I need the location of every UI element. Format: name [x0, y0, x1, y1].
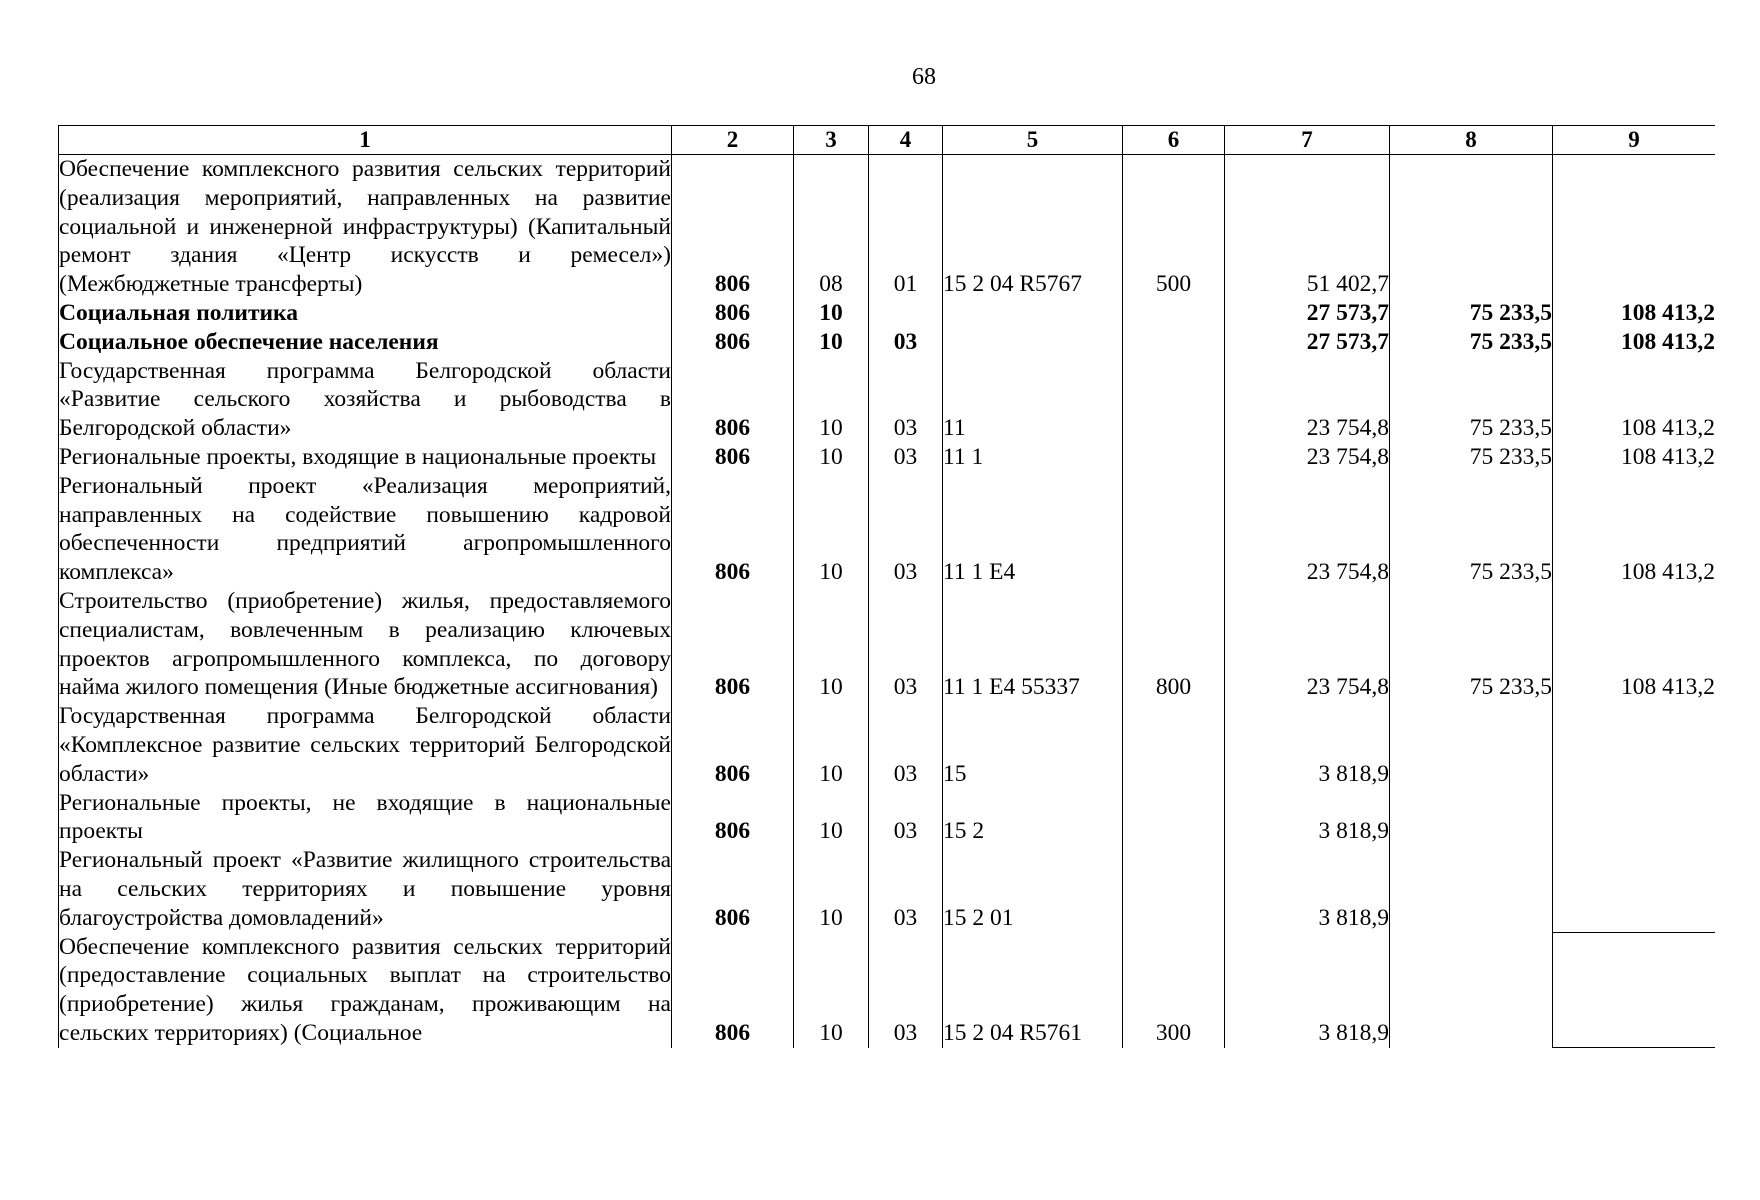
row-amount-8	[1390, 933, 1553, 1048]
row-code-5: 15 2 01	[943, 846, 1123, 932]
row-code-4: 03	[869, 587, 943, 702]
row-code-4: 03	[869, 472, 943, 587]
header-cell-9: 9	[1553, 126, 1716, 155]
row-amount-7: 3 818,9	[1225, 933, 1390, 1048]
header-cell-2: 2	[672, 126, 794, 155]
table-row	[59, 328, 1716, 357]
row-code-5: 15	[943, 702, 1123, 788]
row-amount-9: 108 413,2	[1553, 299, 1716, 328]
row-code-6	[1123, 357, 1225, 443]
row-code-6	[1123, 299, 1225, 328]
row-name: Строительство (приобретение) жилья, предоставляемого специалистам, вовлеченным в реализацию ключевых проектов агропромышленного комплекса, по договору найма жилого помещения (Иные бюджетные ассигнования)	[59, 587, 671, 701]
row-code-3: 10	[794, 328, 869, 357]
table-row	[59, 472, 1716, 587]
row-code-4: 03	[869, 328, 943, 357]
row-amount-7: 3 818,9	[1225, 846, 1390, 932]
budget-table	[58, 125, 1715, 1048]
table-row	[59, 587, 1716, 702]
row-name: Региональный проект «Развитие жилищного строительства на сельских территориях и повышение уровня благоустройства домовладений»	[59, 847, 671, 931]
row-code-5: 11 1 E4	[943, 472, 1123, 587]
row-code-2: 806	[672, 789, 794, 847]
row-amount-8: 75 233,5	[1390, 472, 1553, 587]
row-name: Обеспечение комплексного развития сельских территорий (реализация мероприятий, направленных на развитие социальной и инженерной инфраструктуры) (Капитальный ремонт здания «Центр искусств и ремесел») (Межбюджетные трансферты)	[59, 156, 671, 298]
row-amount-9	[1553, 702, 1716, 788]
row-code-2: 806	[672, 299, 794, 328]
row-code-4: 03	[869, 357, 943, 443]
budget-table-container	[58, 125, 1715, 1135]
row-code-3: 10	[794, 587, 869, 702]
table-row	[59, 357, 1716, 443]
row-code-5: 15 2 04 R5761	[943, 933, 1123, 1048]
row-code-2: 806	[672, 328, 794, 357]
header-row	[59, 126, 1716, 155]
row-code-5: 11 1 E4 55337	[943, 587, 1123, 702]
row-code-6	[1123, 846, 1225, 932]
row-amount-7: 23 754,8	[1225, 357, 1390, 443]
row-amount-9: 108 413,2	[1553, 472, 1716, 587]
row-code-5: 15 2	[943, 789, 1123, 847]
row-name: Государственная программа Белгородской области «Развитие сельского хозяйства и рыбоводства в Белгородской области»	[59, 357, 671, 442]
row-code-2: 806	[672, 472, 794, 587]
row-code-3: 10	[794, 789, 869, 847]
header-cell-8: 8	[1390, 126, 1553, 155]
row-code-6	[1123, 328, 1225, 357]
row-code-2: 806	[672, 443, 794, 472]
row-amount-8	[1390, 155, 1553, 299]
row-code-5: 15 2 04 R5767	[943, 155, 1123, 299]
row-amount-8	[1390, 846, 1553, 932]
row-amount-9	[1553, 846, 1716, 932]
row-code-4: 01	[869, 155, 943, 299]
row-amount-8: 75 233,5	[1390, 299, 1553, 328]
row-amount-9: 108 413,2	[1553, 328, 1716, 357]
row-amount-7: 23 754,8	[1225, 472, 1390, 587]
row-code-6	[1123, 702, 1225, 788]
row-name: Региональный проект «Реализация мероприятий, направленных на содействие повышению кадровой обеспеченности предприятий агропромышленного комплекса»	[59, 472, 671, 586]
row-code-3: 10	[794, 472, 869, 587]
row-code-3: 10	[794, 846, 869, 932]
table-body	[59, 155, 1716, 1048]
row-amount-8: 75 233,5	[1390, 357, 1553, 443]
header-cell-3: 3	[794, 126, 869, 155]
row-code-6: 300	[1123, 933, 1225, 1048]
row-amount-8: 75 233,5	[1390, 328, 1553, 357]
row-code-4: 03	[869, 443, 943, 472]
row-code-6: 500	[1123, 155, 1225, 299]
row-amount-9	[1553, 933, 1716, 1048]
row-code-2: 806	[672, 846, 794, 932]
row-amount-8: 75 233,5	[1390, 587, 1553, 702]
header-cell-4: 4	[869, 126, 943, 155]
row-name: Государственная программа Белгородской области «Комплексное развитие сельских территорий Белгородской области»	[59, 703, 671, 787]
row-amount-9	[1553, 155, 1716, 299]
row-code-4: 03	[869, 702, 943, 788]
header-cell-6: 6	[1123, 126, 1225, 155]
row-code-2: 806	[672, 155, 794, 299]
row-code-6: 800	[1123, 587, 1225, 702]
row-code-5: 11	[943, 357, 1123, 443]
row-name: Социальная политика	[59, 299, 672, 328]
row-code-3: 10	[794, 357, 869, 443]
row-amount-8	[1390, 789, 1553, 847]
row-amount-7: 23 754,8	[1225, 587, 1390, 702]
row-code-4: 03	[869, 789, 943, 847]
row-code-6	[1123, 789, 1225, 847]
row-amount-7: 51 402,7	[1225, 155, 1390, 299]
row-name: Обеспечение комплексного развития сельских территорий (предоставление социальных выплат на строительство (приобретение) жилья гражданам, проживающим на сельских территориях) (Социальное	[59, 933, 671, 1046]
row-code-6	[1123, 472, 1225, 587]
row-code-4: 03	[869, 846, 943, 932]
page-number: 68	[912, 64, 936, 90]
row-amount-7: 27 573,7	[1225, 299, 1390, 328]
row-code-6	[1123, 443, 1225, 472]
row-amount-8: 75 233,5	[1390, 443, 1553, 472]
row-amount-7: 3 818,9	[1225, 789, 1390, 847]
table-row	[59, 155, 1716, 299]
row-code-5	[943, 299, 1123, 328]
header-cell-1: 1	[59, 126, 672, 155]
row-amount-7: 27 573,7	[1225, 328, 1390, 357]
table-row	[59, 299, 1716, 328]
row-code-3: 08	[794, 155, 869, 299]
row-code-2: 806	[672, 933, 794, 1048]
row-amount-9: 108 413,2	[1553, 587, 1716, 702]
row-code-4: 03	[869, 933, 943, 1048]
row-code-2: 806	[672, 587, 794, 702]
table-row	[59, 933, 1716, 1048]
table-row	[59, 789, 1716, 847]
row-amount-7: 3 818,9	[1225, 702, 1390, 788]
header-cell-5: 5	[943, 126, 1123, 155]
row-code-2: 806	[672, 357, 794, 443]
table-row	[59, 443, 1716, 472]
row-name: Социальное обеспечение населения	[59, 328, 672, 357]
row-code-2: 806	[672, 702, 794, 788]
row-code-3: 10	[794, 443, 869, 472]
row-code-4	[869, 299, 943, 328]
row-amount-9: 108 413,2	[1553, 443, 1716, 472]
row-amount-9	[1553, 789, 1716, 847]
row-code-5	[943, 328, 1123, 357]
table-row	[59, 702, 1716, 788]
row-code-3: 10	[794, 933, 869, 1048]
row-code-3: 10	[794, 702, 869, 788]
row-amount-8	[1390, 702, 1553, 788]
row-name: Региональные проекты, входящие в национальные проекты	[59, 443, 672, 472]
row-name: Региональные проекты, не входящие в национальные проекты	[59, 789, 671, 845]
row-amount-9: 108 413,2	[1553, 357, 1716, 443]
row-code-3: 10	[794, 299, 869, 328]
header-cell-7: 7	[1225, 126, 1390, 155]
table-row	[59, 846, 1716, 932]
row-code-5: 11 1	[943, 443, 1123, 472]
row-amount-7: 23 754,8	[1225, 443, 1390, 472]
